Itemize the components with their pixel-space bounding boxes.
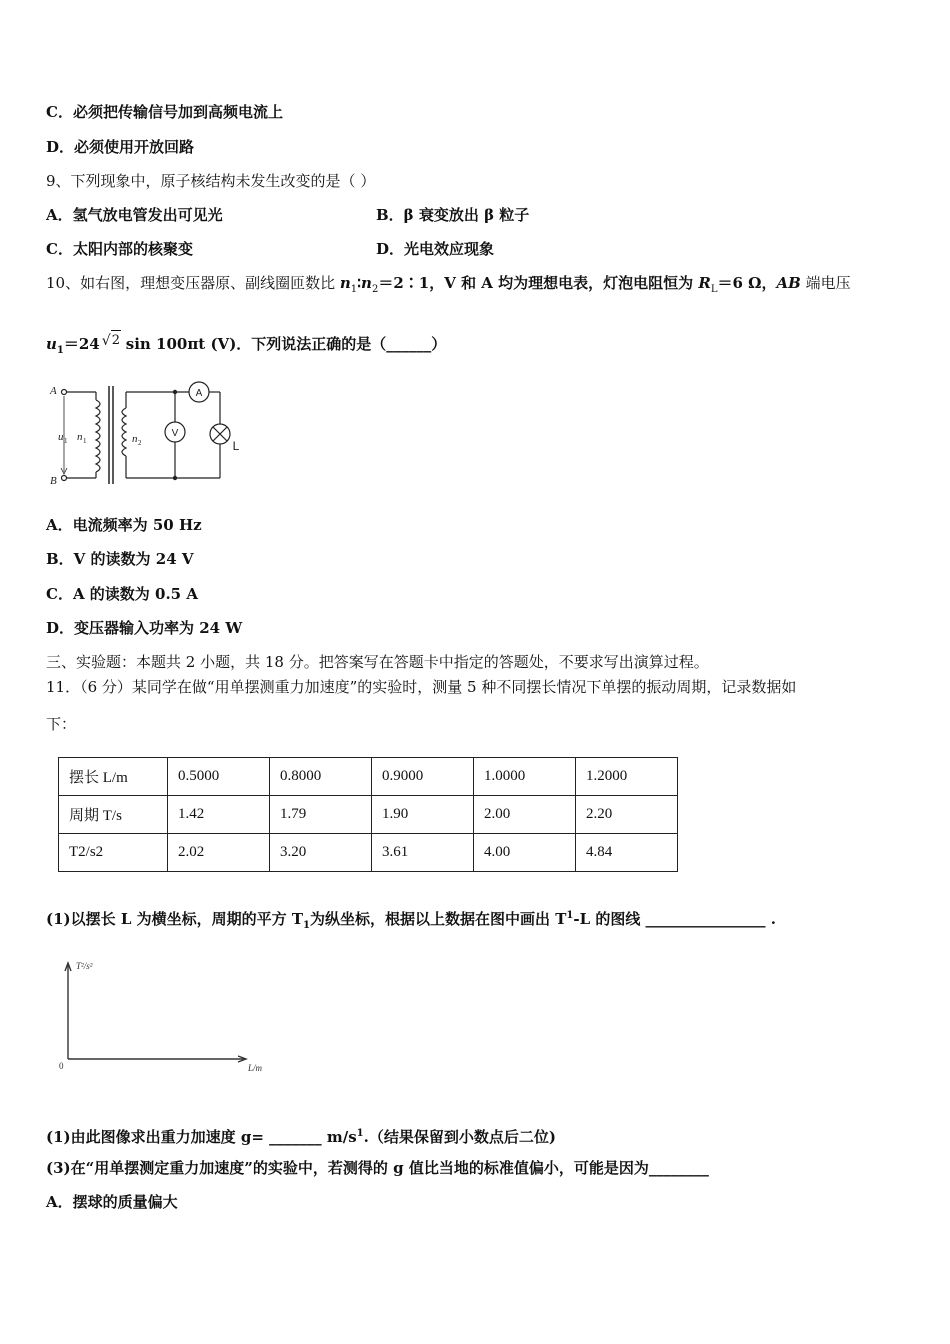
q10-formula: $u_1=24$ √ 2 sin 100πt (V)．下列说法正确的是（______） bbox=[46, 334, 446, 361]
q9-stem: 9、下列现象中，原子核结构未发生改变的是（ ） bbox=[46, 172, 376, 190]
q10-rl: R bbox=[698, 274, 711, 292]
table-cell: 3.61 bbox=[372, 834, 474, 872]
q10-stem-text: 10、如右图，理想变压器原、副线圈匝数比 bbox=[46, 274, 340, 292]
label-u1: u bbox=[58, 431, 64, 443]
q11-part1-text: (1)以摆长 L 为横坐标，周期的平方 T bbox=[46, 910, 304, 928]
junction-dot-top bbox=[173, 390, 177, 394]
q11-part2 bbox=[46, 1124, 556, 1147]
q11-part1-end: -L 的图线 ________________ . bbox=[573, 910, 777, 928]
q9-option-b: B．β 衰变放出 β 粒子 bbox=[376, 206, 530, 224]
q11-stem-line2: 下： bbox=[46, 715, 77, 733]
q11-part3: (3)在“用单摆测定重力加速度”的实验中，若测得的 g 值比当地的标准值偏小，可能是因为________ bbox=[46, 1159, 709, 1177]
q10-n2: n bbox=[361, 274, 372, 292]
table-cell: 3.20 bbox=[270, 834, 372, 872]
q11-part1 bbox=[46, 906, 776, 936]
graph-x-label: L/m bbox=[248, 1063, 263, 1073]
q10-n1-sub: 1 bbox=[350, 284, 358, 295]
table-cell: T2/s2 bbox=[59, 834, 168, 872]
label-n1: n bbox=[77, 431, 83, 443]
label-b: B bbox=[50, 475, 57, 487]
table-cell: 0.5000 bbox=[168, 758, 270, 796]
table-cell: 1.79 bbox=[270, 796, 372, 834]
q10-stem-end: 端电压 bbox=[800, 274, 851, 292]
table-row bbox=[59, 834, 678, 872]
sqrt-radicand: 2 bbox=[111, 330, 121, 351]
label-a: A bbox=[50, 385, 57, 397]
table-cell: 2.02 bbox=[168, 834, 270, 872]
q9-option-c: C．太阳内部的核聚变 bbox=[46, 240, 193, 258]
q11-stem-line1: 11．（6 分）某同学在做“用单摆测重力加速度”的实验时，测量 5 种不同摆长情况下单摆的振动周期，记录数据如 bbox=[46, 678, 797, 696]
table-row bbox=[59, 796, 678, 834]
table-cell: 2.00 bbox=[474, 796, 576, 834]
q8-option-d: D．必须使用开放回路 bbox=[46, 138, 195, 156]
q10-option-d: D．变压器输入功率为 24 W bbox=[46, 619, 243, 637]
table-cell: 摆长 L/m bbox=[59, 758, 168, 796]
q10-option-a: A．电流频率为 50 Hz bbox=[46, 516, 202, 534]
table-cell: 0.8000 bbox=[270, 758, 372, 796]
transformer-circuit-diagram bbox=[44, 380, 249, 488]
table-cell: 2.20 bbox=[576, 796, 678, 834]
q10-ab: AB bbox=[776, 274, 801, 292]
q11-part1-sup: 1 bbox=[566, 910, 574, 921]
q10-option-b: B．V 的读数为 24 V bbox=[46, 550, 194, 568]
q11-part1-mid: 为纵坐标，根据以上数据在图中画出 T bbox=[309, 910, 567, 928]
q10-rl-val: ＝6 Ω， bbox=[717, 274, 777, 292]
q10-n2-sub: 2 bbox=[371, 284, 379, 295]
label-u1-sub: 1 bbox=[64, 437, 68, 445]
q10-n1: n bbox=[339, 274, 351, 292]
table-cell: 1.42 bbox=[168, 796, 270, 834]
q8-option-c: C．必须把传输信号加到高频电流上 bbox=[46, 103, 283, 121]
graph-y-label: T²/s² bbox=[76, 961, 93, 971]
graph-origin: 0 bbox=[59, 1061, 64, 1071]
ammeter-label: A bbox=[195, 388, 203, 399]
q10-option-c: C．A 的读数为 0.5 A bbox=[46, 585, 198, 603]
q11-part2-end: .（结果保留到小数点后二位) bbox=[363, 1128, 556, 1146]
q10-u1: u bbox=[46, 335, 57, 353]
q9-option-a: A．氢气放电管发出可见光 bbox=[46, 206, 223, 224]
q11-option-a: A．摆球的质量偏大 bbox=[46, 1193, 178, 1211]
q11-part2-text: (1)由此图像求出重力加速度 g= _______ m/s bbox=[46, 1128, 357, 1146]
pendulum-data-table bbox=[58, 757, 678, 872]
label-n1-sub: 1 bbox=[83, 437, 87, 445]
q10-eq: ＝2∶1，V 和 A 均为理想电表，灯泡电阻恒为 bbox=[378, 274, 699, 292]
table-cell: 1.90 bbox=[372, 796, 474, 834]
table-cell: 4.00 bbox=[474, 834, 576, 872]
lamp-label: L bbox=[232, 439, 240, 453]
section-3-heading: 三、实验题：本题共 2 小题，共 18 分。把答案写在答题卡中指定的答题处，不要求写出演算过程。 bbox=[46, 653, 709, 671]
junction-dot-bottom bbox=[173, 476, 177, 480]
table-cell: 周期 T/s bbox=[59, 796, 168, 834]
table-cell: 0.9000 bbox=[372, 758, 474, 796]
q11-part1-sub: 1 bbox=[303, 920, 310, 931]
q10-ratio: ∶ bbox=[357, 274, 362, 292]
t2-l-graph-axes bbox=[56, 955, 276, 1075]
table-cell: 1.2000 bbox=[576, 758, 678, 796]
table-cell: 1.0000 bbox=[474, 758, 576, 796]
q10-u1-sub: 1 bbox=[56, 345, 64, 356]
terminal-b bbox=[62, 476, 67, 481]
label-n2-sub: 2 bbox=[138, 439, 142, 447]
q10-formula-rest: sin 100πt (V)．下列说法正确的是（______） bbox=[125, 335, 447, 353]
table-cell: 4.84 bbox=[576, 834, 678, 872]
label-n2: n bbox=[132, 433, 138, 445]
q10-u1-eq: ＝24 bbox=[63, 335, 100, 353]
q9-option-d: D．光电效应现象 bbox=[376, 240, 495, 258]
table-row bbox=[59, 758, 678, 796]
q10-stem-line1 bbox=[46, 273, 851, 300]
voltmeter-label: V bbox=[171, 428, 179, 439]
q11-part2-sup: 1 bbox=[356, 1128, 364, 1139]
terminal-a bbox=[62, 390, 67, 395]
q10-rl-sub: L bbox=[710, 284, 718, 295]
